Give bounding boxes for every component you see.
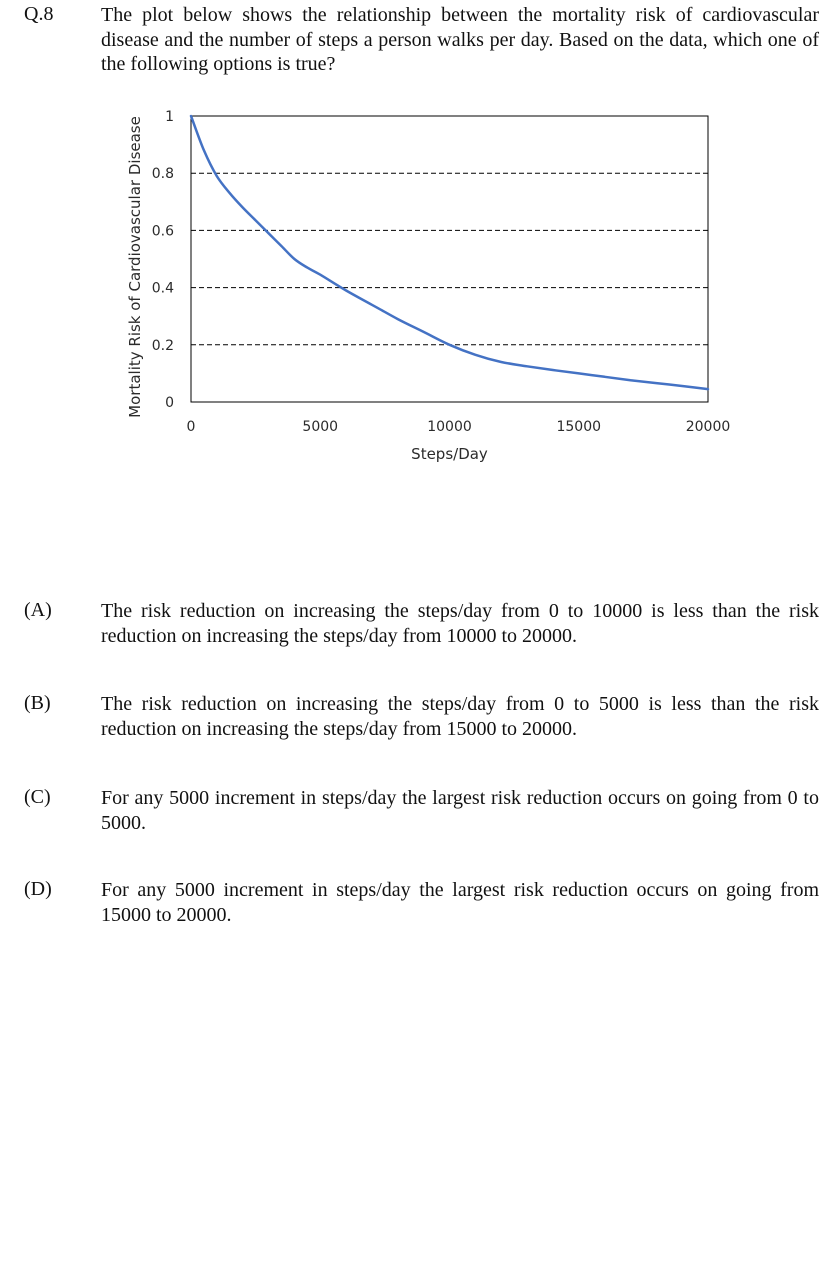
y-tick-label: 0.6 — [151, 223, 174, 240]
plot-area-border — [191, 116, 708, 402]
x-tick-label: 0 — [186, 419, 196, 435]
y-tick-label: 1 — [165, 109, 174, 125]
option-c-label: (C) — [24, 786, 51, 808]
question-stem: The plot below shows the relationship between the mortality risk of cardiovascular disease and the number of steps a person walks per day. Based on the data, which one of the following options is true? — [101, 4, 819, 75]
option-b-text: The risk reduction on increasing the steps/day from 0 to 5000 is less than the risk reduction on increasing the steps/day from 15000 to 20000. — [101, 693, 819, 740]
y-tick-label: 0.4 — [151, 280, 174, 297]
gridlines — [191, 173, 708, 345]
x-tick-label: 5000 — [302, 419, 339, 435]
y-tick-label: 0 — [165, 395, 174, 411]
x-axis-label: Steps/Day — [411, 445, 488, 463]
option-b-label: (B) — [24, 692, 51, 714]
option-a-text: The risk reduction on increasing the steps/day from 0 to 10000 is less than the risk reduction on increasing the steps/day from 10000 to 20000. — [101, 600, 819, 647]
question-number: Q.8 — [24, 3, 54, 25]
risk-curve — [191, 116, 708, 389]
x-tick-labels — [187, 419, 731, 435]
option-d-text: For any 5000 increment in steps/day the largest risk reduction occurs on going from 15000 to 20000. — [101, 879, 819, 926]
option-a-label: (A) — [24, 599, 52, 621]
x-tick-label: 20000 — [685, 419, 731, 435]
y-axis-label: Mortality Risk of Cardiovascular Disease — [126, 116, 144, 418]
option-d-label: (D) — [24, 878, 52, 900]
option-c-text: For any 5000 increment in steps/day the largest risk reduction occurs on going from 0 to 5000. — [101, 787, 819, 834]
risk-vs-steps-chart — [0, 0, 839, 480]
y-tick-label: 0.2 — [151, 337, 174, 354]
y-tick-labels — [152, 109, 174, 411]
x-tick-label: 10000 — [427, 419, 472, 435]
x-tick-label: 15000 — [556, 419, 602, 435]
y-tick-label: 0.8 — [151, 166, 174, 183]
